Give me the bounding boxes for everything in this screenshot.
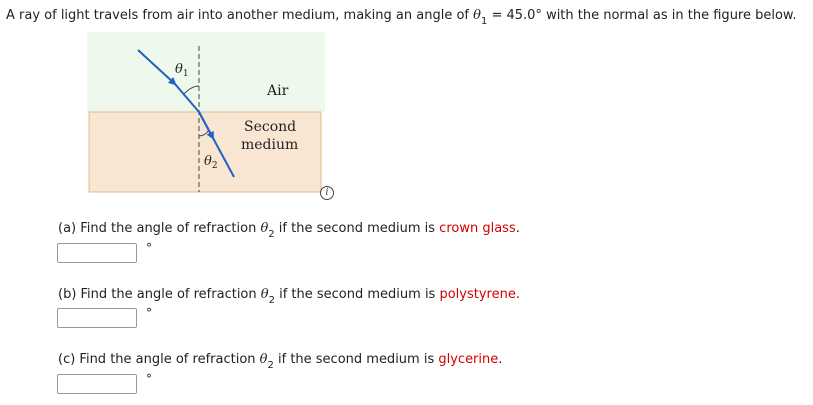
- answer-a-input[interactable]: [57, 243, 137, 263]
- theta1-symbol: θ: [473, 8, 481, 23]
- statement-after: = 45.0° with the normal as in the figure below.: [487, 8, 797, 23]
- question-c-end: .: [498, 352, 503, 367]
- question-b-middle: if the second medium is: [274, 287, 440, 302]
- answer-c-input[interactable]: [57, 374, 137, 394]
- refraction-figure: [85, 32, 325, 194]
- info-icon[interactable]: i: [320, 186, 334, 200]
- answer-b-degree-unit: °: [146, 306, 152, 320]
- air-region: [87, 32, 325, 112]
- question-b: [58, 287, 520, 306]
- problem-statement: [6, 8, 797, 27]
- question-b-text: (b) Find the angle of refraction: [58, 287, 261, 302]
- question-c-subscript: 2: [267, 360, 274, 371]
- question-c-medium: glycerine: [438, 352, 499, 367]
- question-b-end: .: [515, 287, 520, 302]
- air-label: Air: [267, 83, 289, 99]
- question-c-text: (c) Find the angle of refraction: [58, 352, 260, 367]
- question-a-medium: crown glass: [439, 221, 516, 236]
- question-b-subscript: 2: [268, 295, 275, 306]
- question-c-theta: θ: [259, 352, 268, 367]
- question-c: [58, 352, 503, 371]
- answer-c-degree-unit: °: [146, 372, 152, 386]
- theta1-label: $\theta_1$: [175, 62, 189, 79]
- question-a-subscript: 2: [268, 229, 275, 240]
- question-a: [58, 221, 520, 240]
- question-b-theta: θ: [260, 287, 269, 302]
- question-a-theta: θ: [260, 221, 269, 236]
- question-a-end: .: [515, 221, 520, 236]
- question-a-middle: if the second medium is: [274, 221, 440, 236]
- answer-a-degree-unit: °: [146, 241, 152, 255]
- question-b-medium: polystyrene: [439, 287, 516, 302]
- answer-b-input[interactable]: [57, 308, 137, 328]
- theta1-subscript: 1: [480, 16, 488, 27]
- second-medium-label-line2: medium: [241, 137, 299, 153]
- question-a-text: (a) Find the angle of refraction: [58, 221, 261, 236]
- theta2-label: $\theta_2$: [204, 154, 218, 171]
- statement-before: A ray of light travels from air into another medium, making an angle of: [6, 8, 474, 23]
- question-c-middle: if the second medium is: [273, 352, 439, 367]
- second-medium-label-line1: Second: [244, 119, 297, 135]
